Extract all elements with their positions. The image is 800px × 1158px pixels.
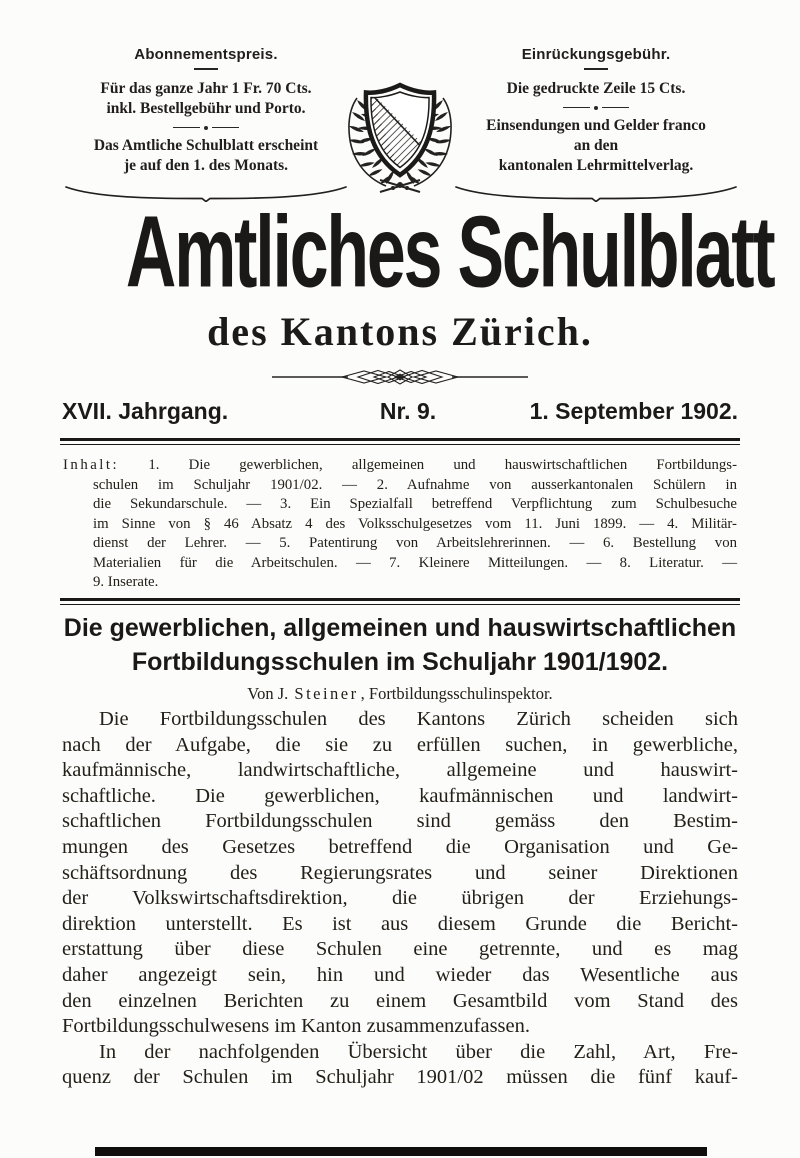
horizontal-rule [60,438,740,445]
contents-line: 9. Inserate. [93,574,159,590]
small-rule [194,68,218,70]
scan-artifact-bar [95,1147,707,1156]
contents-line: dienst der Lehrer. — 5. Patentirung von Arbeitslehrerinnen. — 6. Bestellung von [93,535,737,551]
divider-line [173,127,200,128]
byline-author-name: Steiner [294,684,359,703]
insertion-fee-line: an den [573,136,619,154]
article-heading-line: Fortbildungsschulen im Schuljahr 1901/1902. [131,648,669,676]
table-of-contents [63,456,737,593]
body-line: schäftsordnung des Regierungsrates und seiner Direktionen [62,861,738,884]
body-line: daher angezeigt sein, hin und wieder das Wesentliche aus [62,963,738,986]
contents-line: die Sekundarschule. — 3. Ein Spezialfall betreffend Verpflichtung zum Schulbesuche [93,496,737,512]
body-line: Fortbildungsschulwesens im Kanton zusammenzufassen. [62,1015,531,1038]
body-line: schaftliche. Die gewerblichen, kaufmännischen und landwirt- [62,784,738,807]
subscription-info-block [58,46,354,202]
insertion-fee-block [448,46,744,202]
dash-dot-divider-icon [448,106,744,110]
body-line: den einzelnen Berichten zu einem Gesamtbild vom Stand des [62,989,738,1012]
masthead-title-text: Amtliches Schulblatt [125,195,774,309]
contents-line: schulen im Schuljahr 1901/02. — 2. Aufnahme von ausserkantonalen Schülern in [93,476,737,493]
body-line: nach der Aufgabe, die sie zu erfüllen suchen, in gewerbliche, [62,733,738,756]
article-heading [0,611,800,679]
subscription-line: inkl. Bestellgebühr und Porto. [106,99,306,117]
body-line: kaufmännische, landwirtschaftliche, allgemeine und hauswirt- [62,759,738,782]
subscription-title: Abonnementspreis. [134,46,278,63]
contents-line-text: 1. Die gewerblichen, allgemeinen und hauswirtschaftlichen Fortbildungs- [148,457,737,473]
body-line: direktion unterstellt. Es ist aus diesem Grunde die Bericht- [62,912,738,935]
contents-line: Materialien für die Arbeitschulen. — 7. Kleinere Mitteilungen. — 8. Literatur. — [93,554,737,571]
byline-suffix: , Fortbildungsschulinspektor. [360,684,553,703]
contents-label: Inhalt: [63,457,120,473]
body-line: erstattung über diese Schulen eine getrennte, und es mag [62,938,738,961]
contents-line: im Sinne von § 46 Absatz 4 des Volksschulgesetzes vom 11. Juni 1899. — 4. Militär- [93,515,737,532]
masthead-subtitle: des Kantons Zürich. [207,309,593,354]
insertion-fee-title: Einrückungsgebühr. [521,46,671,63]
volume-label: XVII. Jahrgang. [62,398,229,424]
body-line: Die Fortbildungsschulen des Kantons Zürich scheiden sich [99,708,738,730]
small-rule [584,68,608,70]
body-line: quenz der Schulen im Schuljahr 1901/02 müssen die fünf kauf- [62,1066,738,1089]
body-line: mungen des Gesetzes betreffend die Organisation und Ge- [62,835,738,858]
divider-dot [204,126,208,130]
article-body [62,707,738,1091]
body-line: In der nachfolgenden Übersicht über die Zahl, Art, Fre- [99,1040,738,1063]
divider-dot [594,106,598,110]
divider-line [563,107,590,108]
body-line: der Volkswirtschaftsdirektion, die übrigen der Erziehungs- [62,887,738,910]
insertion-fee-line: Die gedruckte Zeile 15 Cts. [506,79,686,97]
diamond-ornament-divider-icon [270,366,530,388]
horizontal-rule [60,598,740,605]
subscription-line: Das Amtliche Schulblatt erscheint [93,136,319,154]
divider-line [212,127,239,128]
issue-date-label: 1. September 1902. [529,398,739,424]
dash-dot-divider-icon [58,126,354,130]
issue-number-label: Nr. 9. [379,398,437,424]
article-heading-line: Die gewerblichen, allgemeinen und hauswirtschaftlichen [63,614,737,642]
zurich-coat-of-arms-icon [334,72,466,206]
article-byline [0,684,800,704]
insertion-fee-line: kantonalen Lehrmittelverlag. [498,156,694,174]
byline-prefix: Von J. [247,684,289,703]
masthead-title [0,194,800,309]
issue-info-line [62,398,738,425]
divider-line [602,107,629,108]
body-line: schaftlichen Fortbildungsschulen sind gemäss den Bestim- [62,810,738,833]
subscription-line: je auf den 1. des Monats. [123,156,289,174]
insertion-fee-line: Einsendungen und Gelder franco [486,116,706,134]
contents-line [63,456,737,476]
subscription-line: Für das ganze Jahr 1 Fr. 70 Cts. [100,79,312,97]
